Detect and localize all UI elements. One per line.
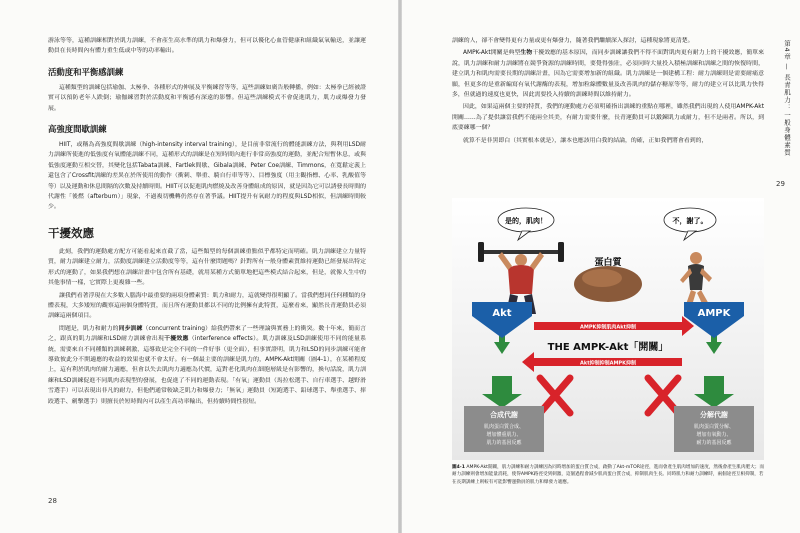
chapter-side-tab: 第4章 — 長青肌力：一般身體素質 — [783, 40, 791, 157]
figure-diagram — [452, 198, 764, 460]
protein-label: 蛋白質 — [594, 258, 622, 268]
paragraph-right-2 — [452, 48, 764, 100]
text-run: 問題是，肌力和耐力的 — [59, 325, 119, 332]
figure-ampk-akt-switch — [452, 198, 764, 460]
left-text-column — [48, 36, 366, 488]
catabolic-line-2: 增加有氧動力、 — [696, 432, 732, 438]
bold-term-interference: 干擾效應 — [164, 336, 189, 343]
page-number-right: 29 — [776, 180, 785, 188]
book-gutter — [398, 0, 402, 533]
catabolic-line-3: 耐力的基因反應 — [696, 440, 732, 446]
paragraph-interference-2: 讓我們看著浮現在大多數人腦海中最重要的兩項身體素質：肌力和耐力，這就變得很明顯了。當我們想同任何種類的身體表現，大多矮短的觀察這兩個身體特質，而且所有運動員都以不同的比例擁有此特質，這麼看來，顯然長青運動員必須訓練這兩個項目。 — [48, 292, 366, 320]
arrow-bottom-label: Akt抑制抑制AMPK抑制 — [580, 360, 636, 367]
bold-term-biological: 生物 — [520, 50, 533, 57]
caption-label: 圖4-1 — [452, 465, 465, 470]
bold-term-concurrent: 同步訓練 — [118, 325, 143, 332]
catabolic-title: 分解代謝 — [700, 411, 728, 419]
text-run: 干擾效應的基本原因，而同步訓練讓我們不得不面對肌肉更有耐力上的干擾效應，簡單來說，肌力訓練和耐力訓練將在競爭資源的訓練時間，要覺得強壯，必須同時大量投入積極訓練和訓練之間的恢復時間，建立肌力和肌肉需要長期的訓練計畫，因為它需要增加新的組織。肌力訓練是一個建構工程：耐力訓練則是需要耐痛意願，但更多的是重新編寫有氧代謝酶的表現，增加粒線體數量及改善肌肉的儲存糖原等等，耐力的建立可以比肌力快得多，但就過的速度也更快，因此需要投入持續的訓練時間以維持耐力。 — [452, 50, 764, 99]
heading-hiit: 高強度間歇訓練 — [48, 124, 107, 135]
anabolic-line-3: 肌力的基因反應 — [486, 440, 522, 446]
catabolic-line-1: 肌肉蛋白質分解、 — [693, 424, 735, 430]
heading-interference-effect: 干擾效應 — [48, 225, 94, 240]
text-run: （interference effects）。肌力訓練及LSD訓練使用不同的能量系統，需要來自不同種類的訓練刺激，這導致是完全不同的一件好事（更全面），但事實證明，肌力和LSD的同步訓練可能會導致彼此分不開適應的收益的效果也就不會太好。有一個最主要的訓練是肌力的，AMPK-Akt開關（圖4-1），在某種程度上，這有利於肌肉的耐力適應，但會以失去肌肉力適應為代價，這對老化肌肉在細胞層級是有影響的，換句話說，肌力訓練和LSD訓練促進不同肌肉表現型的發展，也促進了不同的運動表現。「有氧」運動員（馬拉松選手、自行車選手、越野滑雪選手）可以表現出非凡的耐力，但他們通常較缺乏肌力和爆發力；「無氧」運動員（短跑選手、鉛球選手、舉重選手、摔跤選手、劍擊選手）則擅長於短時間內可以產生高功率輸出，但持續時間性很短。 — [48, 336, 366, 405]
paragraph-right-4: 就算不是非黑即白（其實根本就是），讓本也應該用白我的結論，的確，正如我們將會看到的， — [463, 137, 708, 144]
paragraph-interference-3 — [48, 324, 366, 407]
paragraph-interference-1: 此刻，我們的運動處方配方可能看起來直截了當，這些類型的每個訓練重點似乎都特定而明確。肌力訓練建立力量特質，耐力訓練建立耐力，活動度訓練建立活動度等等，這有什麼問題嗎？針對所有一般身體素質維持運動已經發展出特定形式的運動了，如果我們想在訓練計畫中包含所有基礎，就用某種方式簡單地把這些模式結合起來，但是，就像人生中的其他事情一樣，它實際上更複雜一些。 — [48, 248, 366, 287]
ampk-label: AMPK — [697, 308, 731, 319]
right-text-column — [452, 36, 764, 196]
paragraph-hiit: HIIT，或稱為高強度間歇訓練（high-intensity interval training），是目前非常流行的體能訓練方法，與利用LSD耐力訓練所使進的低強度有氧體能訓練不同，這種形式的訓練是在短時間內進行非常高強度的運動，並配合短暫休息，或與低強度運動互相交替，其變化包括Tabata訓練、Fartlek間歇、Gibala訓練、Peter Coe訓練、Timmons，在寬鬆定義上還包含了Crossfit訓練的差異在於所使用的動作（衝刺、舉重、騎自行車等等）、目標強度（用主觀指標、心率、乳酸值等等）以及運動和休息間隔的次數及持續時間。HIIT可以促進肌肉燃燒及改善身體組成的原因，就是因為它可以誘發長時間的代謝性「後燃（afterburn）」現象，不過複切機轉仍然存在著爭議。HIIT提升有氧耐力的程度與LSD相似，但訓練時間較少。 — [48, 142, 366, 211]
anabolic-line-2: 增加體重肌力、 — [486, 432, 522, 438]
arrow-top-label: AMPK抑制肌肉Akt抑制 — [580, 324, 636, 331]
bubble-left-text: 是的，肌肉！ — [505, 217, 547, 225]
switch-title: THE AMPK-Akt「開關」 — [547, 342, 669, 353]
heading-activity-balance: 活動度和平衡感訓練 — [48, 66, 124, 77]
text-run: （concurrent training）給我們帶來了一些理論與實務上的衝突。數十年來，簡而言之，跟真的肌力訓練和LSD耐力訓練會出現 — [48, 325, 366, 343]
paragraph-right-1: 訓練的人，卻不會變得更有力量或更有爆發力，隨著我們繼續深入探討，這種現象將更清楚。 — [452, 38, 694, 44]
caption-text: AMPK-Akt開關，肌力訓練和耐力訓練因為同時增加的蛋白質合成，啟動了Akt-mTOR途徑，進而會產生肌肉增加的速度，然後會產生肌肉肥大；而耐力訓練則會增加能量消耗，使得AMPK路徑受到刺激，這個過程會減少肌肉蛋白質合成，抑制肌肉生長。同時肌力和耐力訓練時，兩個途徑互相抑制，若在長期訓練上則較有可能影響運動員的肌力和爆發力適應。 — [452, 465, 764, 485]
akt-label: Akt — [492, 308, 512, 319]
anabolic-title: 合成代謝 — [490, 411, 518, 419]
figure-caption — [452, 464, 764, 486]
page-number-left: 28 — [48, 497, 57, 505]
paragraph-right-3: 因此，如果這兩個主要的特質，我們的運動處方必須明確指出訓練的重點在哪裡，雖然我們出現的人使用AMPK-Akt開關……為了提供讓當我們不能兩全其美，有耐力需要什麼，長青運動員可以鍛鍊肌力或耐力，但不是兩者。所以，到底要練哪一個？ — [452, 104, 764, 132]
bubble-right-text: 不，謝了。 — [672, 217, 708, 225]
anabolic-line-1: 肌肉蛋白質合成、 — [483, 424, 525, 430]
text-run: AMPK-Akt開關是典型 — [463, 50, 521, 57]
paragraph-activity-balance: 這種類型的訓練包括瑜伽、太極拳、各種形式的伸展及平衡練習等等，這些訓練如廣告般轉播，例如：太極拳已經被證實可以預防老年人跌倒；瑜伽練習對於活動度和平衡感有深遠的影響。但這些訓練模式不會促進肌力，肌力或爆發力發展。 — [48, 84, 366, 112]
paragraph-intro: 游泳等等，這種訓練相對於肌力訓練，不會產生高水準的肌力和爆發力，但可以優化心血管健康和組織氣氧輸送，並讓運動員在長時間內有體力重生低或中等的功率輸出。 — [48, 38, 366, 55]
